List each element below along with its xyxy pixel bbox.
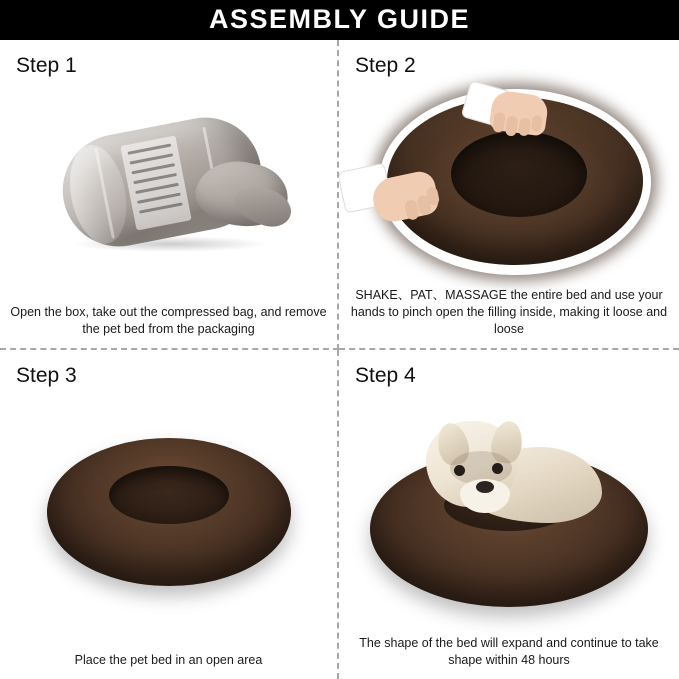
step-2-caption: SHAKE、PAT、MASSAGE the entire bed and use your hands to pinch open the filling inside, making it loose and loose: [350, 288, 668, 337]
dog-head: [426, 421, 518, 507]
step-4-label: Step 4: [355, 364, 416, 387]
step-cell-2: [339, 40, 679, 350]
step-3-caption: Place the pet bed in an open area: [74, 653, 263, 668]
step-1-caption: Open the box, take out the compressed bag, and remove the pet bed from the packaging: [10, 305, 327, 337]
bed-inner-hole: [109, 466, 229, 524]
bed-inner-hole: [451, 131, 587, 217]
step-2-illustration: [339, 86, 679, 282]
steps-grid: [0, 40, 679, 679]
page-title: ASSEMBLY GUIDE: [208, 3, 471, 34]
hands-fluffing-bed-icon: [359, 89, 659, 279]
header-banner: [0, 0, 679, 40]
step-2-label: Step 2: [355, 54, 416, 77]
step-3-illustration: [0, 400, 337, 623]
step-1-illustration: [0, 86, 337, 282]
bag-stripe: [94, 148, 114, 239]
step-cell-1: [0, 40, 339, 350]
compressed-bag-icon: [44, 104, 294, 264]
step-4-caption: The shape of the bed will expand and continue to take shape within 48 hours: [359, 636, 659, 668]
dog-eye-left: [454, 465, 465, 476]
step-4-illustration: [339, 400, 679, 623]
step-1-label: Step 1: [16, 54, 77, 77]
step-cell-3: [0, 350, 339, 679]
dog: [412, 403, 602, 535]
dog-nose: [476, 481, 494, 493]
step-3-label: Step 3: [16, 364, 77, 387]
step-cell-4: [339, 350, 679, 679]
hand-right: [488, 89, 549, 136]
donut-bed-icon: [39, 422, 299, 602]
dog-eye-right: [492, 463, 503, 474]
dog-in-bed-icon: [364, 407, 654, 617]
